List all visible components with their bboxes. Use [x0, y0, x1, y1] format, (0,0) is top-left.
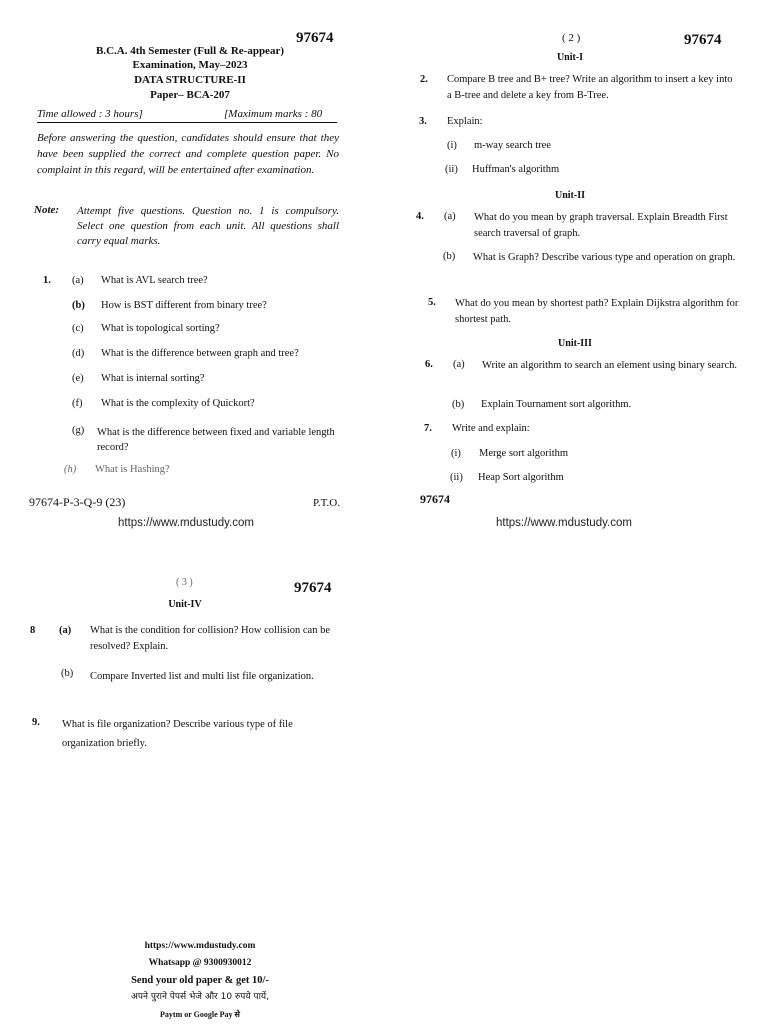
q8-part-b-text: Compare Inverted list and multi list file organization.: [90, 671, 314, 682]
q3-part-ii-label: (ii): [445, 164, 458, 175]
site-url-link[interactable]: https://www.mdustudy.com: [496, 517, 632, 529]
footer-code: [29, 495, 125, 510]
site-url-link[interactable]: https://www.mdustudy.com: [118, 517, 254, 529]
paper-code: 97674: [294, 580, 332, 596]
paper-code: 97674: [684, 32, 722, 48]
q8-part-a-text: What is the condition for collision? How collision can be resolved? Explain.: [90, 625, 330, 652]
q8-part-a-label: (a): [59, 625, 72, 636]
unit-1-heading: Unit-I: [556, 52, 584, 63]
q4-part-b-text: What is Graph? Describe various type and operation on graph.: [473, 252, 736, 263]
q6-part-a-text: Write an algorithm to search an element using binary search.: [482, 360, 737, 371]
paper-code: 97674: [296, 30, 334, 46]
q2-text: Compare B tree and B+ tree? Write an algorithm to insert a key into a B-tree and delete a key from B-Tree.: [447, 74, 733, 101]
part-text: What is the difference between graph and tree?: [101, 348, 299, 359]
part-text: What is internal sorting?: [101, 373, 205, 384]
unit-4-heading: Unit-IV: [168, 599, 202, 610]
exam-title-line-1: B.C.A. 4th Semester (Full & Re-appear): [96, 45, 284, 57]
q7-part-i-label: (i): [451, 448, 461, 459]
q3-part-ii-text: Huffman's algorithm: [472, 164, 560, 175]
q5-number: 5.: [428, 297, 436, 308]
q8-part-b-label: (b): [61, 668, 74, 679]
exam-subject: DATA STRUCTURE-II: [134, 74, 246, 86]
promo-whatsapp: Whatsapp @ 9300930012: [148, 958, 252, 968]
q6-part-b-text: Explain Tournament sort algorithm.: [481, 399, 632, 410]
max-marks: [Maximum marks : 80: [224, 108, 323, 120]
header-rule: [37, 122, 337, 123]
q7-text: Write and explain:: [452, 423, 530, 434]
q4-number: 4.: [416, 211, 424, 222]
footer-code: 97674: [420, 492, 450, 506]
promo-offer-hindi: अपने पुराने पेपर्स भेजे और 10 रुपये पायें,: [130, 992, 270, 1002]
part-label: (h): [64, 464, 77, 475]
part-text: What is the difference between fixed and variable length record?: [97, 427, 335, 453]
part-label: (b): [72, 300, 85, 311]
q3-part-i-text: m-way search tree: [474, 140, 551, 151]
q9-text: What is file organization? Describe various type of file organization briefly.: [62, 719, 293, 749]
q1-number: 1.: [43, 275, 51, 286]
exam-paper: Paper– BCA-207: [150, 89, 230, 101]
q2-number: 2.: [420, 74, 428, 85]
q7-part-i-text: Merge sort algorithm: [479, 448, 569, 459]
page-number: ( 3 ): [176, 577, 193, 588]
footer-code-text: 97674-P-3-Q-9 (23): [29, 495, 126, 509]
q6-number: 6.: [425, 359, 433, 370]
part-label: (g): [72, 425, 85, 436]
q5-text: What do you mean by shortest path? Explain Dijkstra algorithm for shortest path.: [455, 298, 739, 325]
q8-number: 8: [30, 625, 36, 636]
promo-payment: Paytm or Google Pay से: [160, 1010, 240, 1019]
q7-number: 7.: [424, 423, 432, 434]
note-text: Attempt five questions. Question no. 1 is compulsory. Select one question from each unit. All questions shall carry equal marks.: [77, 205, 339, 247]
q9-number: 9.: [32, 717, 40, 728]
page-number: ( 2 ): [562, 32, 581, 44]
q3-text: Explain:: [447, 116, 483, 127]
unit-3-heading: Unit-III: [558, 338, 592, 349]
q6-part-a-label: (a): [453, 359, 465, 370]
part-text: What is topological sorting?: [101, 323, 220, 334]
promo-offer: Send your old paper & get 10/-: [131, 975, 269, 986]
part-label: (c): [72, 323, 84, 334]
part-label: (d): [72, 348, 85, 359]
time-allowed: Time allowed : 3 hours]: [37, 108, 143, 120]
part-text: How is BST different from binary tree?: [101, 300, 267, 311]
note-label: Note:: [34, 204, 60, 216]
part-text: What is the complexity of Quickort?: [101, 398, 255, 409]
part-label: (a): [72, 275, 84, 286]
part-text: What is AVL search tree?: [101, 275, 208, 286]
q4-part-a-label: (a): [444, 211, 456, 222]
q3-number: 3.: [419, 116, 427, 127]
q4-part-b-label: (b): [443, 251, 456, 262]
q7-part-ii-text: Heap Sort algorithm: [478, 472, 564, 483]
promo-url-link[interactable]: https://www.mdustudy.com: [144, 941, 256, 951]
part-label: (f): [72, 398, 83, 409]
part-text: What is Hashing?: [95, 464, 170, 475]
promo-block: [90, 938, 310, 1023]
unit-2-heading: Unit-II: [554, 190, 585, 201]
instructions: Before answering the question, candidates should ensure that they have been supplied the correct and complete question paper. No complaint in this regard, will be entertained after examination.: [37, 132, 339, 176]
q3-part-i-label: (i): [447, 140, 457, 151]
part-label: (e): [72, 373, 84, 384]
pto: P.T.O.: [313, 497, 340, 509]
exam-title-line-2: Examination, May–2023: [132, 59, 248, 71]
q7-part-ii-label: (ii): [450, 472, 463, 483]
q6-part-b-label: (b): [452, 399, 465, 410]
q4-part-a-text: What do you mean by graph traversal. Explain Breadth First search traversal of graph.: [474, 212, 728, 239]
